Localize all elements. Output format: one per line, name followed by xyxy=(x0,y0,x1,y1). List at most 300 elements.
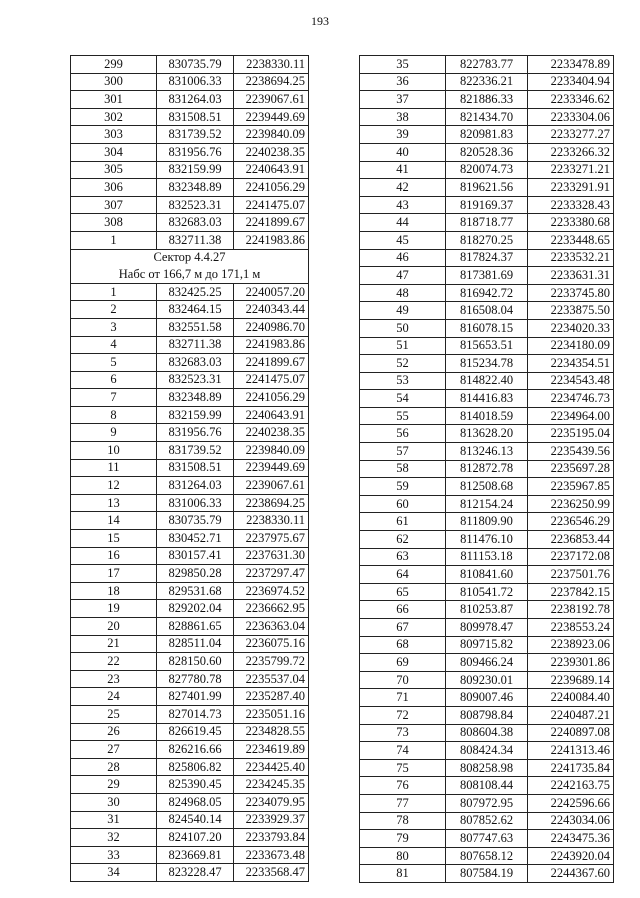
point-number-cell: 54 xyxy=(360,390,446,408)
coordinate-row xyxy=(360,355,614,373)
y-coordinate-cell: 2234746.73 xyxy=(528,390,614,408)
left-table-body xyxy=(71,56,309,882)
point-number-cell: 61 xyxy=(360,513,446,531)
x-coordinate-cell: 832348.89 xyxy=(157,179,234,197)
y-coordinate-cell: 2233328.43 xyxy=(528,196,614,214)
coordinate-row xyxy=(360,390,614,408)
x-coordinate-cell: 832159.99 xyxy=(157,406,234,424)
y-coordinate-cell: 2240084.40 xyxy=(528,689,614,707)
section-subtitle: Набс от 166,7 м до 171,1 м xyxy=(71,266,309,283)
coordinate-row xyxy=(360,126,614,144)
x-coordinate-cell: 829531.68 xyxy=(157,582,234,600)
section-subtitle-row xyxy=(71,266,309,283)
coordinate-row xyxy=(71,653,309,671)
y-coordinate-cell: 2234619.89 xyxy=(234,741,309,759)
x-coordinate-cell: 826216.66 xyxy=(157,741,234,759)
point-number-cell: 5 xyxy=(71,354,157,372)
coordinate-row xyxy=(360,777,614,795)
point-number-cell: 51 xyxy=(360,337,446,355)
coordinate-row xyxy=(360,706,614,724)
y-coordinate-cell: 2244367.60 xyxy=(528,865,614,883)
x-coordinate-cell: 831264.03 xyxy=(157,91,234,109)
coordinate-row xyxy=(71,565,309,583)
x-coordinate-cell: 808798.84 xyxy=(446,706,528,724)
y-coordinate-cell: 2239840.09 xyxy=(234,442,309,460)
point-number-cell: 46 xyxy=(360,249,446,267)
x-coordinate-cell: 832711.38 xyxy=(157,336,234,354)
coordinate-row xyxy=(71,864,309,882)
point-number-cell: 22 xyxy=(71,653,157,671)
coordinate-row xyxy=(71,494,309,512)
coordinate-row xyxy=(71,301,309,319)
point-number-cell: 3 xyxy=(71,318,157,336)
x-coordinate-cell: 811809.90 xyxy=(446,513,528,531)
point-number-cell: 47 xyxy=(360,267,446,285)
point-number-cell: 8 xyxy=(71,406,157,424)
y-coordinate-cell: 2240897.08 xyxy=(528,724,614,742)
y-coordinate-cell: 2233291.91 xyxy=(528,179,614,197)
coordinate-row xyxy=(71,336,309,354)
x-coordinate-cell: 819621.56 xyxy=(446,179,528,197)
coordinate-row xyxy=(360,583,614,601)
coordinate-row xyxy=(71,670,309,688)
point-number-cell: 66 xyxy=(360,601,446,619)
point-number-cell: 10 xyxy=(71,442,157,460)
point-number-cell: 305 xyxy=(71,161,157,179)
coordinate-row xyxy=(71,635,309,653)
coordinate-row xyxy=(71,318,309,336)
y-coordinate-cell: 2241735.84 xyxy=(528,759,614,777)
y-coordinate-cell: 2240343.44 xyxy=(234,301,309,319)
x-coordinate-cell: 821886.33 xyxy=(446,91,528,109)
y-coordinate-cell: 2236250.99 xyxy=(528,495,614,513)
point-number-cell: 58 xyxy=(360,460,446,478)
coordinate-row xyxy=(360,267,614,285)
x-coordinate-cell: 830735.79 xyxy=(157,512,234,530)
left-coordinates-table xyxy=(70,55,309,882)
coordinate-row xyxy=(360,724,614,742)
y-coordinate-cell: 2241475.07 xyxy=(234,371,309,389)
x-coordinate-cell: 820528.36 xyxy=(446,143,528,161)
y-coordinate-cell: 2240057.20 xyxy=(234,283,309,301)
point-number-cell: 19 xyxy=(71,600,157,618)
coordinate-row xyxy=(360,108,614,126)
point-number-cell: 70 xyxy=(360,671,446,689)
y-coordinate-cell: 2239067.61 xyxy=(234,477,309,495)
x-coordinate-cell: 823669.81 xyxy=(157,846,234,864)
point-number-cell: 302 xyxy=(71,108,157,126)
coordinate-row xyxy=(71,424,309,442)
coordinate-row xyxy=(360,196,614,214)
x-coordinate-cell: 830452.71 xyxy=(157,530,234,548)
point-number-cell: 27 xyxy=(71,741,157,759)
coordinate-row xyxy=(71,354,309,372)
y-coordinate-cell: 2235439.56 xyxy=(528,443,614,461)
point-number-cell: 32 xyxy=(71,829,157,847)
coordinate-row xyxy=(360,56,614,74)
x-coordinate-cell: 816942.72 xyxy=(446,284,528,302)
coordinate-row xyxy=(71,723,309,741)
coordinate-row xyxy=(71,530,309,548)
y-coordinate-cell: 2237975.67 xyxy=(234,530,309,548)
x-coordinate-cell: 816078.15 xyxy=(446,319,528,337)
point-number-cell: 13 xyxy=(71,494,157,512)
x-coordinate-cell: 829850.28 xyxy=(157,565,234,583)
coordinate-row xyxy=(71,442,309,460)
point-number-cell: 55 xyxy=(360,407,446,425)
section-title: Сектор 4.4.27 xyxy=(71,249,309,266)
coordinate-row xyxy=(360,302,614,320)
y-coordinate-cell: 2240643.91 xyxy=(234,161,309,179)
point-number-cell: 33 xyxy=(71,846,157,864)
coordinate-row xyxy=(360,531,614,549)
point-number-cell: 308 xyxy=(71,214,157,232)
coordinate-row xyxy=(360,742,614,760)
x-coordinate-cell: 832425.25 xyxy=(157,283,234,301)
x-coordinate-cell: 817381.69 xyxy=(446,267,528,285)
x-coordinate-cell: 831006.33 xyxy=(157,494,234,512)
coordinate-row xyxy=(360,407,614,425)
coordinate-row xyxy=(360,179,614,197)
y-coordinate-cell: 2234425.40 xyxy=(234,758,309,776)
y-coordinate-cell: 2239689.14 xyxy=(528,671,614,689)
y-coordinate-cell: 2243034.06 xyxy=(528,812,614,830)
point-number-cell: 48 xyxy=(360,284,446,302)
coordinate-row xyxy=(71,283,309,301)
x-coordinate-cell: 822336.21 xyxy=(446,73,528,91)
point-number-cell: 304 xyxy=(71,143,157,161)
point-number-cell: 39 xyxy=(360,126,446,144)
y-coordinate-cell: 2240487.21 xyxy=(528,706,614,724)
x-coordinate-cell: 807972.95 xyxy=(446,794,528,812)
point-number-cell: 16 xyxy=(71,547,157,565)
y-coordinate-cell: 2233745.80 xyxy=(528,284,614,302)
point-number-cell: 14 xyxy=(71,512,157,530)
x-coordinate-cell: 812872.78 xyxy=(446,460,528,478)
point-number-cell: 80 xyxy=(360,847,446,865)
point-number-cell: 24 xyxy=(71,688,157,706)
point-number-cell: 7 xyxy=(71,389,157,407)
y-coordinate-cell: 2233404.94 xyxy=(528,73,614,91)
point-number-cell: 29 xyxy=(71,776,157,794)
y-coordinate-cell: 2241983.86 xyxy=(234,231,309,249)
point-number-cell: 43 xyxy=(360,196,446,214)
y-coordinate-cell: 2233631.31 xyxy=(528,267,614,285)
point-number-cell: 36 xyxy=(360,73,446,91)
point-number-cell: 1 xyxy=(71,231,157,249)
point-number-cell: 9 xyxy=(71,424,157,442)
coordinate-row xyxy=(360,425,614,443)
point-number-cell: 300 xyxy=(71,73,157,91)
point-number-cell: 67 xyxy=(360,619,446,637)
y-coordinate-cell: 2242596.66 xyxy=(528,794,614,812)
point-number-cell: 18 xyxy=(71,582,157,600)
point-number-cell: 81 xyxy=(360,865,446,883)
y-coordinate-cell: 2233380.68 xyxy=(528,214,614,232)
y-coordinate-cell: 2242163.75 xyxy=(528,777,614,795)
coordinate-row xyxy=(360,513,614,531)
y-coordinate-cell: 2235195.04 xyxy=(528,425,614,443)
point-number-cell: 69 xyxy=(360,654,446,672)
x-coordinate-cell: 814018.59 xyxy=(446,407,528,425)
y-coordinate-cell: 2243920.04 xyxy=(528,847,614,865)
x-coordinate-cell: 808424.34 xyxy=(446,742,528,760)
point-number-cell: 25 xyxy=(71,705,157,723)
coordinate-row xyxy=(71,582,309,600)
coordinate-row xyxy=(360,548,614,566)
point-number-cell: 74 xyxy=(360,742,446,760)
x-coordinate-cell: 830157.41 xyxy=(157,547,234,565)
x-coordinate-cell: 832551.58 xyxy=(157,318,234,336)
x-coordinate-cell: 808258.98 xyxy=(446,759,528,777)
coordinate-row xyxy=(71,91,309,109)
y-coordinate-cell: 2233875.50 xyxy=(528,302,614,320)
y-coordinate-cell: 2233478.89 xyxy=(528,56,614,74)
x-coordinate-cell: 811153.18 xyxy=(446,548,528,566)
coordinate-row xyxy=(71,406,309,424)
y-coordinate-cell: 2235287.40 xyxy=(234,688,309,706)
y-coordinate-cell: 2235697.28 xyxy=(528,460,614,478)
coordinate-row xyxy=(360,284,614,302)
y-coordinate-cell: 2241056.29 xyxy=(234,389,309,407)
y-coordinate-cell: 2241313.46 xyxy=(528,742,614,760)
y-coordinate-cell: 2236546.29 xyxy=(528,513,614,531)
point-number-cell: 64 xyxy=(360,566,446,584)
point-number-cell: 76 xyxy=(360,777,446,795)
point-number-cell: 60 xyxy=(360,495,446,513)
y-coordinate-cell: 2233793.84 xyxy=(234,829,309,847)
y-coordinate-cell: 2233673.48 xyxy=(234,846,309,864)
x-coordinate-cell: 831264.03 xyxy=(157,477,234,495)
coordinate-row xyxy=(360,794,614,812)
coordinate-row xyxy=(360,143,614,161)
x-coordinate-cell: 832683.03 xyxy=(157,354,234,372)
y-coordinate-cell: 2239301.86 xyxy=(528,654,614,672)
coordinate-row xyxy=(360,161,614,179)
coordinate-row xyxy=(71,758,309,776)
y-coordinate-cell: 2233448.65 xyxy=(528,231,614,249)
x-coordinate-cell: 831956.76 xyxy=(157,424,234,442)
point-number-cell: 40 xyxy=(360,143,446,161)
y-coordinate-cell: 2234180.09 xyxy=(528,337,614,355)
y-coordinate-cell: 2237172.08 xyxy=(528,548,614,566)
coordinate-row xyxy=(71,231,309,249)
point-number-cell: 301 xyxy=(71,91,157,109)
y-coordinate-cell: 2236363.04 xyxy=(234,618,309,636)
point-number-cell: 63 xyxy=(360,548,446,566)
x-coordinate-cell: 828511.04 xyxy=(157,635,234,653)
point-number-cell: 78 xyxy=(360,812,446,830)
point-number-cell: 52 xyxy=(360,355,446,373)
x-coordinate-cell: 817824.37 xyxy=(446,249,528,267)
point-number-cell: 35 xyxy=(360,56,446,74)
point-number-cell: 26 xyxy=(71,723,157,741)
x-coordinate-cell: 832523.31 xyxy=(157,371,234,389)
y-coordinate-cell: 2238694.25 xyxy=(234,494,309,512)
point-number-cell: 21 xyxy=(71,635,157,653)
y-coordinate-cell: 2239449.69 xyxy=(234,459,309,477)
y-coordinate-cell: 2235051.16 xyxy=(234,705,309,723)
x-coordinate-cell: 826619.45 xyxy=(157,723,234,741)
y-coordinate-cell: 2233271.21 xyxy=(528,161,614,179)
x-coordinate-cell: 815653.51 xyxy=(446,337,528,355)
x-coordinate-cell: 829202.04 xyxy=(157,600,234,618)
y-coordinate-cell: 2233346.62 xyxy=(528,91,614,109)
coordinate-row xyxy=(71,56,309,74)
x-coordinate-cell: 827014.73 xyxy=(157,705,234,723)
point-number-cell: 303 xyxy=(71,126,157,144)
point-number-cell: 6 xyxy=(71,371,157,389)
x-coordinate-cell: 812508.68 xyxy=(446,478,528,496)
coordinate-row xyxy=(71,389,309,407)
x-coordinate-cell: 818718.77 xyxy=(446,214,528,232)
y-coordinate-cell: 2234245.35 xyxy=(234,776,309,794)
point-number-cell: 299 xyxy=(71,56,157,74)
coordinate-row xyxy=(360,654,614,672)
point-number-cell: 44 xyxy=(360,214,446,232)
y-coordinate-cell: 2233568.47 xyxy=(234,864,309,882)
point-number-cell: 41 xyxy=(360,161,446,179)
point-number-cell: 31 xyxy=(71,811,157,829)
point-number-cell: 42 xyxy=(360,179,446,197)
x-coordinate-cell: 828861.65 xyxy=(157,618,234,636)
x-coordinate-cell: 831956.76 xyxy=(157,143,234,161)
y-coordinate-cell: 2236662.95 xyxy=(234,600,309,618)
y-coordinate-cell: 2236853.44 xyxy=(528,531,614,549)
x-coordinate-cell: 825806.82 xyxy=(157,758,234,776)
coordinate-row xyxy=(71,459,309,477)
coordinate-row xyxy=(71,618,309,636)
coordinate-row xyxy=(71,161,309,179)
coordinate-row xyxy=(71,179,309,197)
coordinate-row xyxy=(71,108,309,126)
x-coordinate-cell: 831508.51 xyxy=(157,459,234,477)
x-coordinate-cell: 811476.10 xyxy=(446,531,528,549)
coordinate-row xyxy=(360,91,614,109)
y-coordinate-cell: 2234020.33 xyxy=(528,319,614,337)
coordinate-row xyxy=(360,566,614,584)
y-coordinate-cell: 2235967.85 xyxy=(528,478,614,496)
right-coordinates-table xyxy=(359,55,614,883)
x-coordinate-cell: 825390.45 xyxy=(157,776,234,794)
right-table-body xyxy=(360,56,614,883)
coordinate-row xyxy=(360,619,614,637)
point-number-cell: 11 xyxy=(71,459,157,477)
coordinate-row xyxy=(360,830,614,848)
x-coordinate-cell: 809978.47 xyxy=(446,619,528,637)
coordinate-row xyxy=(71,512,309,530)
coordinate-row xyxy=(360,847,614,865)
y-coordinate-cell: 2238330.11 xyxy=(234,512,309,530)
x-coordinate-cell: 813628.20 xyxy=(446,425,528,443)
coordinate-row xyxy=(71,811,309,829)
y-coordinate-cell: 2238553.24 xyxy=(528,619,614,637)
point-number-cell: 20 xyxy=(71,618,157,636)
x-coordinate-cell: 807852.62 xyxy=(446,812,528,830)
y-coordinate-cell: 2238192.78 xyxy=(528,601,614,619)
x-coordinate-cell: 807584.19 xyxy=(446,865,528,883)
x-coordinate-cell: 810841.60 xyxy=(446,566,528,584)
x-coordinate-cell: 830735.79 xyxy=(157,56,234,74)
point-number-cell: 23 xyxy=(71,670,157,688)
coordinate-row xyxy=(71,829,309,847)
coordinate-row xyxy=(360,759,614,777)
coordinate-row xyxy=(360,337,614,355)
y-coordinate-cell: 2234543.48 xyxy=(528,372,614,390)
x-coordinate-cell: 812154.24 xyxy=(446,495,528,513)
x-coordinate-cell: 831508.51 xyxy=(157,108,234,126)
point-number-cell: 4 xyxy=(71,336,157,354)
point-number-cell: 75 xyxy=(360,759,446,777)
y-coordinate-cell: 2241899.67 xyxy=(234,354,309,372)
x-coordinate-cell: 807747.63 xyxy=(446,830,528,848)
x-coordinate-cell: 809007.46 xyxy=(446,689,528,707)
x-coordinate-cell: 820074.73 xyxy=(446,161,528,179)
coordinate-row xyxy=(360,478,614,496)
coordinate-row xyxy=(71,846,309,864)
y-coordinate-cell: 2243475.36 xyxy=(528,830,614,848)
coordinate-row xyxy=(71,705,309,723)
y-coordinate-cell: 2238694.25 xyxy=(234,73,309,91)
point-number-cell: 62 xyxy=(360,531,446,549)
x-coordinate-cell: 824107.20 xyxy=(157,829,234,847)
x-coordinate-cell: 809715.82 xyxy=(446,636,528,654)
point-number-cell: 49 xyxy=(360,302,446,320)
coordinate-row xyxy=(360,460,614,478)
y-coordinate-cell: 2234079.95 xyxy=(234,793,309,811)
coordinate-row xyxy=(360,319,614,337)
point-number-cell: 72 xyxy=(360,706,446,724)
x-coordinate-cell: 810253.87 xyxy=(446,601,528,619)
point-number-cell: 68 xyxy=(360,636,446,654)
y-coordinate-cell: 2237297.47 xyxy=(234,565,309,583)
coordinate-row xyxy=(71,688,309,706)
point-number-cell: 73 xyxy=(360,724,446,742)
section-title-row xyxy=(71,249,309,266)
point-number-cell: 2 xyxy=(71,301,157,319)
x-coordinate-cell: 809466.24 xyxy=(446,654,528,672)
x-coordinate-cell: 813246.13 xyxy=(446,443,528,461)
y-coordinate-cell: 2233277.27 xyxy=(528,126,614,144)
coordinate-row xyxy=(71,477,309,495)
y-coordinate-cell: 2241983.86 xyxy=(234,336,309,354)
point-number-cell: 77 xyxy=(360,794,446,812)
x-coordinate-cell: 828150.60 xyxy=(157,653,234,671)
x-coordinate-cell: 832523.31 xyxy=(157,196,234,214)
y-coordinate-cell: 2233266.32 xyxy=(528,143,614,161)
y-coordinate-cell: 2239067.61 xyxy=(234,91,309,109)
point-number-cell: 28 xyxy=(71,758,157,776)
point-number-cell: 71 xyxy=(360,689,446,707)
coordinate-row xyxy=(360,443,614,461)
coordinate-row xyxy=(360,372,614,390)
x-coordinate-cell: 831739.52 xyxy=(157,126,234,144)
y-coordinate-cell: 2233304.06 xyxy=(528,108,614,126)
point-number-cell: 38 xyxy=(360,108,446,126)
coordinate-row xyxy=(71,73,309,91)
y-coordinate-cell: 2240986.70 xyxy=(234,318,309,336)
x-coordinate-cell: 832159.99 xyxy=(157,161,234,179)
point-number-cell: 37 xyxy=(360,91,446,109)
coordinate-row xyxy=(71,793,309,811)
y-coordinate-cell: 2240238.35 xyxy=(234,143,309,161)
x-coordinate-cell: 827780.78 xyxy=(157,670,234,688)
coordinate-row xyxy=(360,214,614,232)
x-coordinate-cell: 809230.01 xyxy=(446,671,528,689)
coordinate-row xyxy=(71,143,309,161)
y-coordinate-cell: 2236974.52 xyxy=(234,582,309,600)
point-number-cell: 65 xyxy=(360,583,446,601)
